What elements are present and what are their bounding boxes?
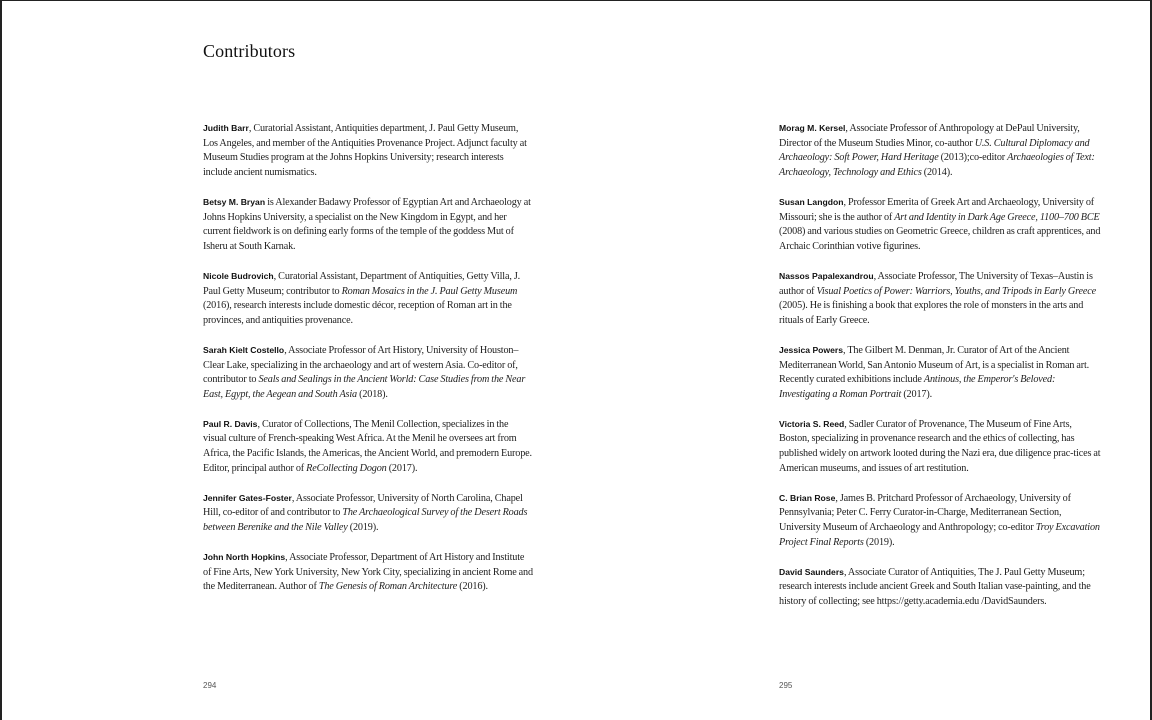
publication-title: Antinous, the Emperor's Beloved: Investigating a Roman Portrait: [779, 374, 1056, 400]
contributor-bio: is Alexander Badawy Professor of Egyptian Art and Archaeology at Johns Hopkins University, a specialist on the New Kingdom in Egypt, and her current fieldwork is on defining early forms of the temple of the goddess Mut of Isheru at South Karnak.: [203, 196, 531, 252]
publication-title: Archaeologies of Text: Archaeology, Technology and Ethics: [779, 152, 1095, 178]
contributor-bio: (2013);co-editor: [938, 152, 1008, 164]
contributor-bio: Curatorial Assistant, Antiquities department, J. Paul Getty Museum, Los Angeles, and member of the Antiquities Provenance Project. Adjunct faculty at Museum Studies program at the Johns Hopkins University; research interests include ancient numismatics.: [203, 123, 527, 178]
contributor-bio: Sadler Curator of Provenance, The Museum of Fine Arts, Boston, specializing in provenance research and the ethics of collecting, has published widely on artwork looted during the Nazi era, due diligence prac-tices at American museums, and issues of art restitution.: [779, 418, 1101, 474]
contributor-name: Susan Langdon: [779, 196, 844, 207]
separator: ,: [835, 492, 840, 504]
contributor-name: Judith Barr: [203, 123, 249, 133]
separator: ,: [284, 344, 289, 356]
contributor-bio: Associate Curator of Antiquities, The J. Paul Getty Museum; research interests include ancient Greek and South Italian vase-painting, and the history of collecting; see https://getty.academia.edu /DavidSaunders.: [779, 566, 1091, 607]
contributor-entry: [779, 195, 1104, 254]
contributor-bio: Professor Emerita of Greek Art and Archaeology, University of Missouri; she is the author of: [779, 196, 1095, 223]
publication-title: The Archaeological Survey of the Desert Roads between Berenike and the Nile Valley: [203, 507, 528, 534]
separator: ,: [843, 344, 848, 356]
contributor-name: Nassos Papalexandrou: [779, 270, 874, 281]
separator: ,: [285, 552, 290, 564]
publication-title: Seals and Sealings in the Ancient World: Case Studies from the Near East, Egypt, the Aegean and South Asia: [203, 374, 526, 400]
contributor-name: Nicole Budrovich: [203, 270, 274, 281]
contributor-entry: [203, 550, 533, 595]
publication-title: U.S. Cultural Diplomacy and Archaeology: Soft Power, Hard Heritage: [779, 137, 1090, 164]
contributor-bio: (2005). He is finishing a book that explores the role of monsters in the arts and rituals of Early Greece.: [779, 300, 1084, 326]
contributor-entry: [779, 121, 1104, 180]
contributor-entry: [779, 343, 1104, 402]
contributor-name: Victoria S. Reed: [779, 418, 845, 429]
contributor-entry: [779, 417, 1104, 476]
publication-title: Roman Mosaics in the J. Paul Getty Museum: [341, 285, 518, 297]
contributor-name: John North Hopkins: [203, 552, 286, 563]
separator: ,: [273, 270, 279, 282]
publication-title: The Genesis of Roman Architecture: [318, 581, 458, 593]
contributor-bio: Associate Professor, University of North Carolina, Chapel Hill, co-editor of and contributor to: [203, 492, 523, 519]
contributor-bio: (2019).: [347, 522, 379, 534]
separator: ,: [843, 196, 848, 208]
contributor-name: Betsy M. Bryan: [203, 196, 266, 207]
separator: ,: [257, 418, 262, 430]
contributor-name: C. Brian Rose: [779, 492, 836, 503]
contributor-bio: (2017).: [901, 388, 932, 400]
contributor-name: Paul R. Davis: [203, 418, 258, 429]
contributor-bio: Associate Professor of Art History, University of Houston–Clear Lake, specializing in the archaeology and art of western Asia. Co-editor of, contributor to: [203, 344, 519, 386]
contributor-name: Jessica Powers: [779, 344, 844, 355]
separator: ,: [845, 123, 850, 134]
right-page-column: [779, 121, 1104, 624]
left-page-column: [203, 121, 533, 610]
publication-title: ReCollecting Dogon: [306, 462, 387, 474]
contributor-bio: Associate Professor of Anthropology at DePaul University, Director of the Museum Studies Minor, co-author: [779, 123, 1080, 149]
publication-title: Art and Identity in Dark Age Greece, 1100–700 BCE: [894, 211, 1100, 223]
separator: ,: [873, 270, 878, 282]
contributor-bio: James B. Pritchard Professor of Archaeology, University of Pennsylvania; Peter C. Ferry Curator-in-Charge, Mediterranean Section, University Museum of Archaeology and Anthropology; co-editor: [779, 492, 1071, 534]
contributor-name: Sarah Kielt Costello: [203, 344, 285, 355]
contributor-bio: (2016).: [457, 581, 488, 593]
separator: ,: [291, 492, 296, 504]
separator: ,: [248, 123, 254, 134]
contributor-bio: (2016), research interests include domestic décor, reception of Roman art in the provinces, and antiquities provenance.: [203, 300, 512, 326]
contributor-bio: Curator of Collections, The Menil Collection, specializes in the visual culture of French-speaking West Africa. At the Menil he oversees art from Africa, the Pacific Islands, the Americas, the Ancient World, and premodern Europe. Editor, principal author of: [203, 418, 532, 474]
contributor-entry: [779, 269, 1104, 328]
contributor-entry: [203, 343, 533, 402]
contributor-entry: [203, 121, 533, 180]
contributor-bio: (2008) and various studies on Geometric Greece, children as craft apprentices, and Archaic Corinthian votive figurines.: [779, 226, 1101, 252]
publication-title: Troy Excavation Project Final Reports: [779, 522, 1100, 548]
contributor-bio: (2019).: [863, 536, 895, 548]
separator: ,: [843, 566, 848, 578]
page-number-right: 295: [779, 681, 793, 690]
contributor-entry: [203, 491, 533, 536]
contributor-bio: (2017).: [386, 462, 418, 474]
contributor-name: David Saunders: [779, 566, 844, 577]
contributor-entry: [203, 195, 533, 254]
page-number-left: 294: [203, 681, 217, 690]
contributor-bio: Associate Professor, Department of Art History and Institute of Fine Arts, New York University, New York City, specializing in ancient Rome and the Mediterranean. Author of: [203, 552, 533, 593]
separator: ,: [844, 418, 849, 430]
contributor-bio: The Gilbert M. Denman, Jr. Curator of Art of the Ancient Mediterranean World, San Antonio Museum of Art, is a specialist in Roman art. Recently curated exhibitions include: [779, 344, 1090, 386]
page-title: Contributors: [203, 41, 296, 61]
contributor-bio: (2018).: [356, 388, 388, 400]
publication-title: Visual Poetics of Power: Warriors, Youths, and Tripods in Early Greece: [816, 285, 1097, 297]
contributor-name: Jennifer Gates-Foster: [203, 492, 292, 503]
contributor-bio: (2014).: [921, 166, 953, 178]
contributor-bio: Associate Professor, The University of Texas–Austin is author of: [779, 270, 1093, 297]
contributor-entry: [203, 417, 533, 476]
contributor-bio: Curatorial Assistant, Department of Antiquities, Getty Villa, J. Paul Getty Museum; contributor to: [203, 270, 521, 297]
contributor-entry: [779, 491, 1104, 550]
contributor-entry: [779, 565, 1104, 610]
contributor-entry: [203, 269, 533, 328]
contributor-name: Morag M. Kersel: [779, 123, 846, 133]
